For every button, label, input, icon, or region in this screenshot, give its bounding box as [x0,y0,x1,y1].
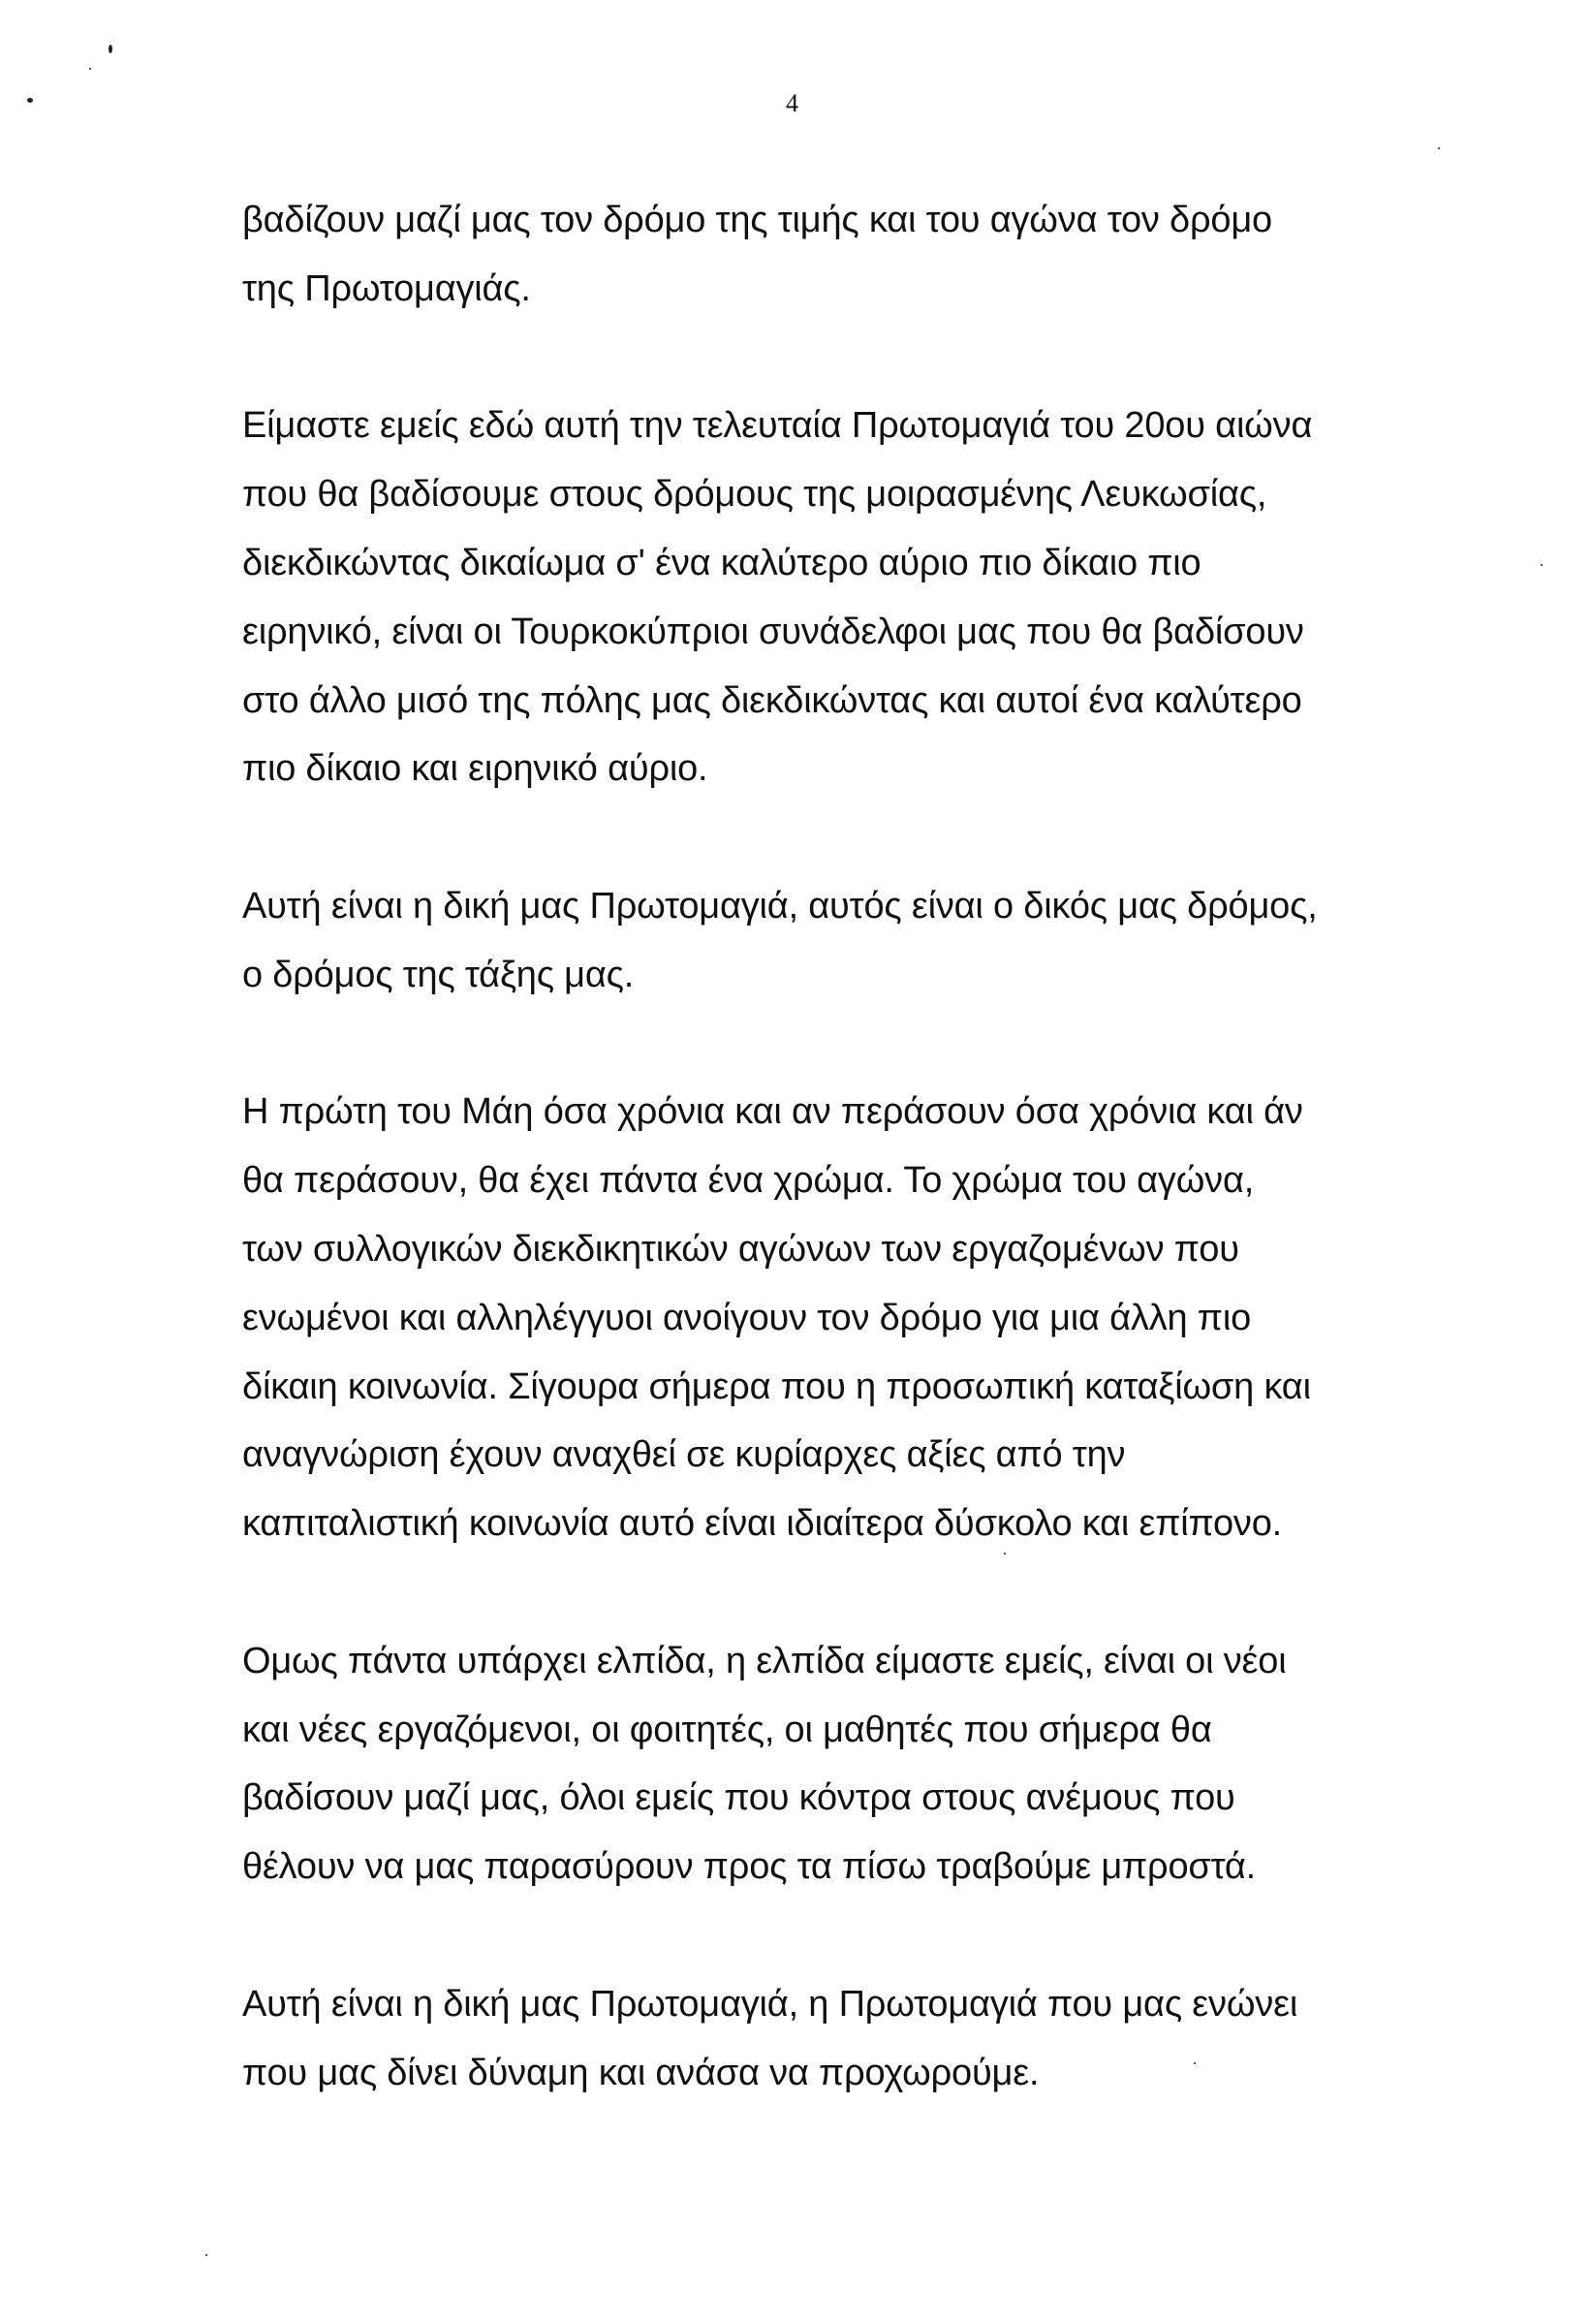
paragraph-4 [242,1078,1444,1558]
text-line: Είμαστε εμείς εδώ αυτή την τελευταία Πρωτομαγιά του 20ου αιώνα [242,405,1313,447]
text-line: Η πρώτη του Μάη όσα χρόνια και αν περάσουν όσα χρόνια και άν [242,1091,1303,1133]
scan-speck [27,98,33,103]
text-line: και νέες εργαζόμενοι, οι φοιτητές, οι μαθητές που σήμερα θα [242,1709,1212,1750]
text-line: ο δρόμος της τάξης μας. [242,954,635,995]
text-line: που μας δίνει δύναμη και ανάσα να προχωρούμε. [242,2052,1040,2093]
paragraph-3 [242,872,1444,1010]
page-number: 4 [786,89,798,117]
paragraph-2 [242,392,1444,803]
document-body [242,186,1444,2176]
text-line: στο άλλο μισό της πόλης μας διεκδικώντας και αυτοί ένα καλύτερο [242,679,1302,721]
text-line: ενωμένοι και αλληλέγγυοι ανοίγουν τον δρόμο για μια άλλη πιο [242,1297,1251,1338]
paragraph-5 [242,1627,1444,1901]
text-line: των συλλογικών διεκδικητικών αγώνων των εργαζομένων που [242,1228,1239,1270]
text-line: βαδίσουν μαζί μας, όλοι εμείς που κόντρα στους ανέμους που [242,1777,1235,1819]
text-line: της Πρωτομαγιάς. [242,267,531,309]
text-line: δίκαιη κοινωνία. Σίγουρα σήμερα που η προσωπική καταξίωση και [242,1366,1311,1407]
scan-speck [89,68,91,70]
paragraph-1 [242,186,1444,324]
text-line: καπιταλιστική κοινωνία αυτό είναι ιδιαίτερα δύσκολο και επίπονο. [242,1503,1283,1545]
scan-speck [205,2254,207,2256]
text-line: ειρηνικό, είναι οι Τουρκοκύπριοι συνάδελφοι μας που θα βαδίσουν [242,611,1304,652]
text-line: πιο δίκαιο και ειρηνικό αύριο. [242,748,708,790]
text-line: που θα βαδίσουμε στους δρόμους της μοιρασμένης Λευκωσίας, [242,474,1267,516]
text-line: διεκδικώντας δικαίωμα σ' ένα καλύτερο αύριο πιο δίκαιο πιο [242,542,1201,583]
text-line: Αυτή είναι η δική μας Πρωτομαγιά, η Πρωτομαγιά που μας ενώνει [242,1983,1298,2025]
text-line: αναγνώριση έχουν αναχθεί σε κυρίαρχες αξίες από την [242,1434,1126,1476]
text-line: Αυτή είναι η δική μας Πρωτομαγιά, αυτός είναι ο δικός μας δρόμος, [242,885,1318,926]
scan-speck [1541,564,1543,566]
scan-speck [109,45,112,53]
text-line: βαδίζουν μαζί μας τον δρόμο της τιμής και του αγώνα τον δρόμο [242,200,1272,240]
text-line: θα περάσουν, θα έχει πάντα ένα χρώμα. Το χρώμα του αγώνα, [242,1160,1255,1202]
text-line: Ομως πάντα υπάρχει ελπίδα, η ελπίδα είμαστε εμείς, είναι οι νέοι [242,1640,1287,1681]
text-line: θέλουν να μας παρασύρουν προς τα πίσω τραβούμε μπροστά. [242,1846,1257,1888]
paragraph-6 [242,1970,1444,2108]
scan-speck [1438,147,1440,149]
scan-speck [1004,1553,1006,1555]
scan-speck [1194,2062,1196,2064]
